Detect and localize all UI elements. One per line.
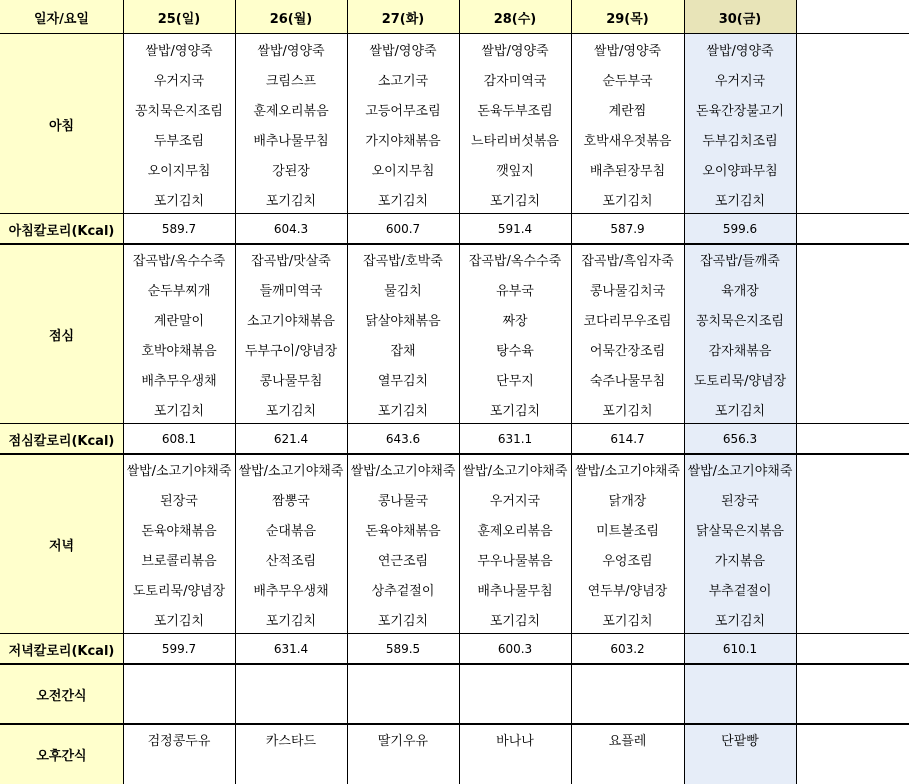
menu-item: 포기김치 <box>153 403 205 419</box>
snack-item <box>459 664 571 694</box>
day-header: 29(목) <box>606 11 649 27</box>
menu-item: 감자미역국 <box>483 73 547 89</box>
snack-item: 딸기우유 <box>377 733 429 749</box>
dinner-label: 저녁 <box>48 538 75 554</box>
menu-item: 가지야채볶음 <box>365 133 441 149</box>
menu-item: 짜장 <box>502 313 528 329</box>
menu-item: 연두부/양념장 <box>587 583 668 599</box>
header-empty-bg <box>796 0 909 34</box>
calorie-value: 600.7 <box>385 222 421 236</box>
menu-item: 쌀밥/소고기야채죽 <box>126 463 232 479</box>
menu-item: 호박야채볶음 <box>141 343 217 359</box>
snack-item <box>235 664 347 694</box>
menu-item: 짬뽕국 <box>272 493 310 509</box>
calorie-value: 643.6 <box>385 432 421 446</box>
menu-item: 배추무우생채 <box>253 583 329 599</box>
menu-item: 물김치 <box>384 283 422 299</box>
menu-item: 부추겉절이 <box>708 583 772 599</box>
calorie-value: 599.6 <box>722 222 758 236</box>
menu-item: 들깨미역국 <box>259 283 323 299</box>
menu-item: 육개장 <box>721 283 759 299</box>
menu-item: 포기김치 <box>714 403 766 419</box>
menu-item: 포기김치 <box>602 613 653 629</box>
menu-item: 잡곡밥/들깨죽 <box>700 253 780 269</box>
menu-item: 깻잎지 <box>496 163 534 179</box>
menu-item: 포기김치 <box>602 403 653 419</box>
menu-item: 포기김치 <box>153 613 205 629</box>
menu-item: 오이지무침 <box>371 163 435 179</box>
menu-item: 된장국 <box>721 493 759 509</box>
menu-item: 배추나물무침 <box>253 133 329 149</box>
menu-item: 순대볶음 <box>265 523 317 539</box>
menu-item: 닭개장 <box>608 493 647 509</box>
menu-item: 어묵간장조림 <box>589 343 666 359</box>
menu-item: 두부김치조림 <box>702 133 778 149</box>
snack-item: 검정콩두유 <box>147 733 211 749</box>
breakfast-calorie-label: 아침칼로리(Kcal) <box>8 223 115 239</box>
menu-item: 순두부국 <box>602 73 653 89</box>
menu-item: 잡채 <box>390 343 416 359</box>
day-header: 26(월) <box>269 11 313 27</box>
menu-item: 두부구이/양념장 <box>244 343 338 359</box>
menu-item: 쌀밥/소고기야채죽 <box>462 463 568 479</box>
menu-item: 포기김치 <box>489 613 541 629</box>
menu-item: 배추나물무침 <box>477 583 553 599</box>
menu-item: 포기김치 <box>153 193 205 209</box>
calorie-value: 600.3 <box>497 642 533 656</box>
menu-item: 배추된장무침 <box>589 163 666 179</box>
calorie-value: 589.7 <box>161 222 197 236</box>
menu-item: 고등어무조림 <box>365 103 441 119</box>
menu-item: 콩나물무침 <box>259 373 323 389</box>
day-header: 25(일) <box>157 11 201 27</box>
menu-item: 느타리버섯볶음 <box>471 133 559 149</box>
calorie-value: 621.4 <box>273 432 309 446</box>
menu-item: 오이지무침 <box>147 163 211 179</box>
menu-item: 계란말이 <box>153 313 205 329</box>
menu-item: 우엉조림 <box>602 553 653 569</box>
menu-item: 숙주나물무침 <box>589 373 666 389</box>
menu-item: 포기김치 <box>377 403 429 419</box>
menu-item: 오이양파무침 <box>702 163 778 179</box>
lunch-calorie-label: 점심칼로리(Kcal) <box>8 433 115 449</box>
menu-item: 산적조림 <box>265 553 317 569</box>
day-header: 27(화) <box>381 11 425 27</box>
menu-item: 꽁치묵은지조림 <box>135 103 223 119</box>
menu-item: 무우나물볶음 <box>477 553 553 569</box>
menu-item: 우거지국 <box>153 73 205 89</box>
menu-item: 돈육야채볶음 <box>365 523 441 539</box>
calorie-value: 591.4 <box>497 222 533 236</box>
pm-snack-label: 오후간식 <box>36 748 87 764</box>
menu-item: 포기김치 <box>265 403 317 419</box>
calorie-value: 631.1 <box>497 432 533 446</box>
calorie-value: 589.5 <box>385 642 421 656</box>
menu-item: 탕수육 <box>496 343 534 359</box>
menu-item: 상추겉절이 <box>371 583 435 599</box>
menu-item: 쌀밥/영양죽 <box>481 43 549 59</box>
calorie-value: 631.4 <box>273 642 309 656</box>
menu-item: 소고기국 <box>377 73 429 89</box>
menu-item: 돈육두부조림 <box>477 103 553 119</box>
menu-item: 미트볼조림 <box>596 523 659 539</box>
menu-item: 쌀밥/영양죽 <box>145 43 213 59</box>
menu-item: 도토리묵/양념장 <box>132 583 226 599</box>
snack-item <box>571 664 684 694</box>
menu-item: 호박새우젓볶음 <box>583 133 672 149</box>
menu-item: 연근조림 <box>377 553 429 569</box>
menu-item: 닭살야채볶음 <box>365 313 441 329</box>
menu-item: 단무지 <box>496 373 534 389</box>
snack-item <box>684 664 796 694</box>
calorie-value: 656.3 <box>722 432 758 446</box>
day-header: 28(수) <box>493 11 537 27</box>
lunch-label: 점심 <box>48 328 75 344</box>
snack-item: 카스타드 <box>265 733 317 749</box>
menu-item: 강된장 <box>272 163 310 179</box>
calorie-value: 608.1 <box>161 432 197 446</box>
menu-item: 돈육야채볶음 <box>141 523 217 539</box>
menu-item: 훈제오리볶음 <box>477 523 553 539</box>
calorie-value: 599.7 <box>161 642 197 656</box>
menu-item: 계란찜 <box>608 103 647 119</box>
snack-item <box>123 664 235 694</box>
menu-item: 잡곡밥/흑임자죽 <box>581 253 674 269</box>
calorie-value: 614.7 <box>610 432 645 446</box>
menu-item: 열무김치 <box>377 373 429 389</box>
column-divider <box>796 0 797 784</box>
menu-item: 도토리묵/양념장 <box>693 373 787 389</box>
menu-item: 감자채볶음 <box>708 343 772 359</box>
am-snack-label: 오전간식 <box>36 688 87 704</box>
header-corner: 일자/요일 <box>34 11 89 27</box>
menu-item: 코다리무우조림 <box>583 313 672 329</box>
menu-item: 포기김치 <box>714 193 766 209</box>
dinner-calorie-label: 저녁칼로리(Kcal) <box>8 643 115 659</box>
menu-item: 쌀밥/영양죽 <box>706 43 774 59</box>
snack-item: 요플레 <box>608 733 647 749</box>
menu-item: 가지볶음 <box>714 553 766 569</box>
breakfast-label: 아침 <box>48 118 75 134</box>
menu-item: 두부조림 <box>153 133 205 149</box>
menu-item: 잡곡밥/옥수수죽 <box>132 253 226 269</box>
menu-item: 쌀밥/소고기야채죽 <box>238 463 344 479</box>
menu-item: 포기김치 <box>377 193 429 209</box>
calorie-value: 603.2 <box>610 642 645 656</box>
menu-item: 훈제오리볶음 <box>253 103 329 119</box>
menu-item: 포기김치 <box>377 613 429 629</box>
menu-item: 순두부찌개 <box>147 283 211 299</box>
menu-item: 포기김치 <box>265 193 317 209</box>
menu-item: 콩나물국 <box>377 493 429 509</box>
calorie-value: 604.3 <box>273 222 309 236</box>
menu-item: 쌀밥/영양죽 <box>257 43 325 59</box>
menu-item: 포기김치 <box>489 193 541 209</box>
menu-item: 우거지국 <box>489 493 541 509</box>
menu-item: 돈육간장불고기 <box>696 103 784 119</box>
menu-item: 쌀밥/영양죽 <box>369 43 437 59</box>
menu-item: 꽁치묵은지조림 <box>696 313 784 329</box>
snack-item: 단팥빵 <box>721 733 759 749</box>
menu-item: 쌀밥/영양죽 <box>593 43 662 59</box>
menu-item: 소고기야채볶음 <box>247 313 335 329</box>
day-header: 30(금) <box>718 11 762 27</box>
menu-item: 닭살묵은지볶음 <box>696 523 784 539</box>
menu-item: 브로콜리볶음 <box>141 553 217 569</box>
menu-item: 된장국 <box>160 493 198 509</box>
calorie-value: 587.9 <box>610 222 645 236</box>
menu-item: 배추무우생채 <box>141 373 217 389</box>
calorie-value: 610.1 <box>722 642 758 656</box>
menu-item: 크림스프 <box>265 73 317 89</box>
menu-item: 쌀밥/소고기야채죽 <box>350 463 456 479</box>
menu-item: 포기김치 <box>714 613 766 629</box>
menu-item: 잡곡밥/옥수수죽 <box>468 253 562 269</box>
menu-item: 콩나물김치국 <box>589 283 666 299</box>
menu-item: 우거지국 <box>714 73 766 89</box>
menu-item: 포기김치 <box>602 193 653 209</box>
snack-item: 바나나 <box>496 733 534 749</box>
menu-item: 잡곡밥/호박죽 <box>363 253 443 269</box>
menu-item: 쌀밥/소고기야채죽 <box>687 463 793 479</box>
menu-item: 잡곡밥/맛살죽 <box>251 253 331 269</box>
menu-item: 유부국 <box>496 283 534 299</box>
menu-item: 쌀밥/소고기야채죽 <box>575 463 680 479</box>
menu-item: 포기김치 <box>489 403 541 419</box>
snack-item <box>347 664 459 694</box>
menu-item: 포기김치 <box>265 613 317 629</box>
